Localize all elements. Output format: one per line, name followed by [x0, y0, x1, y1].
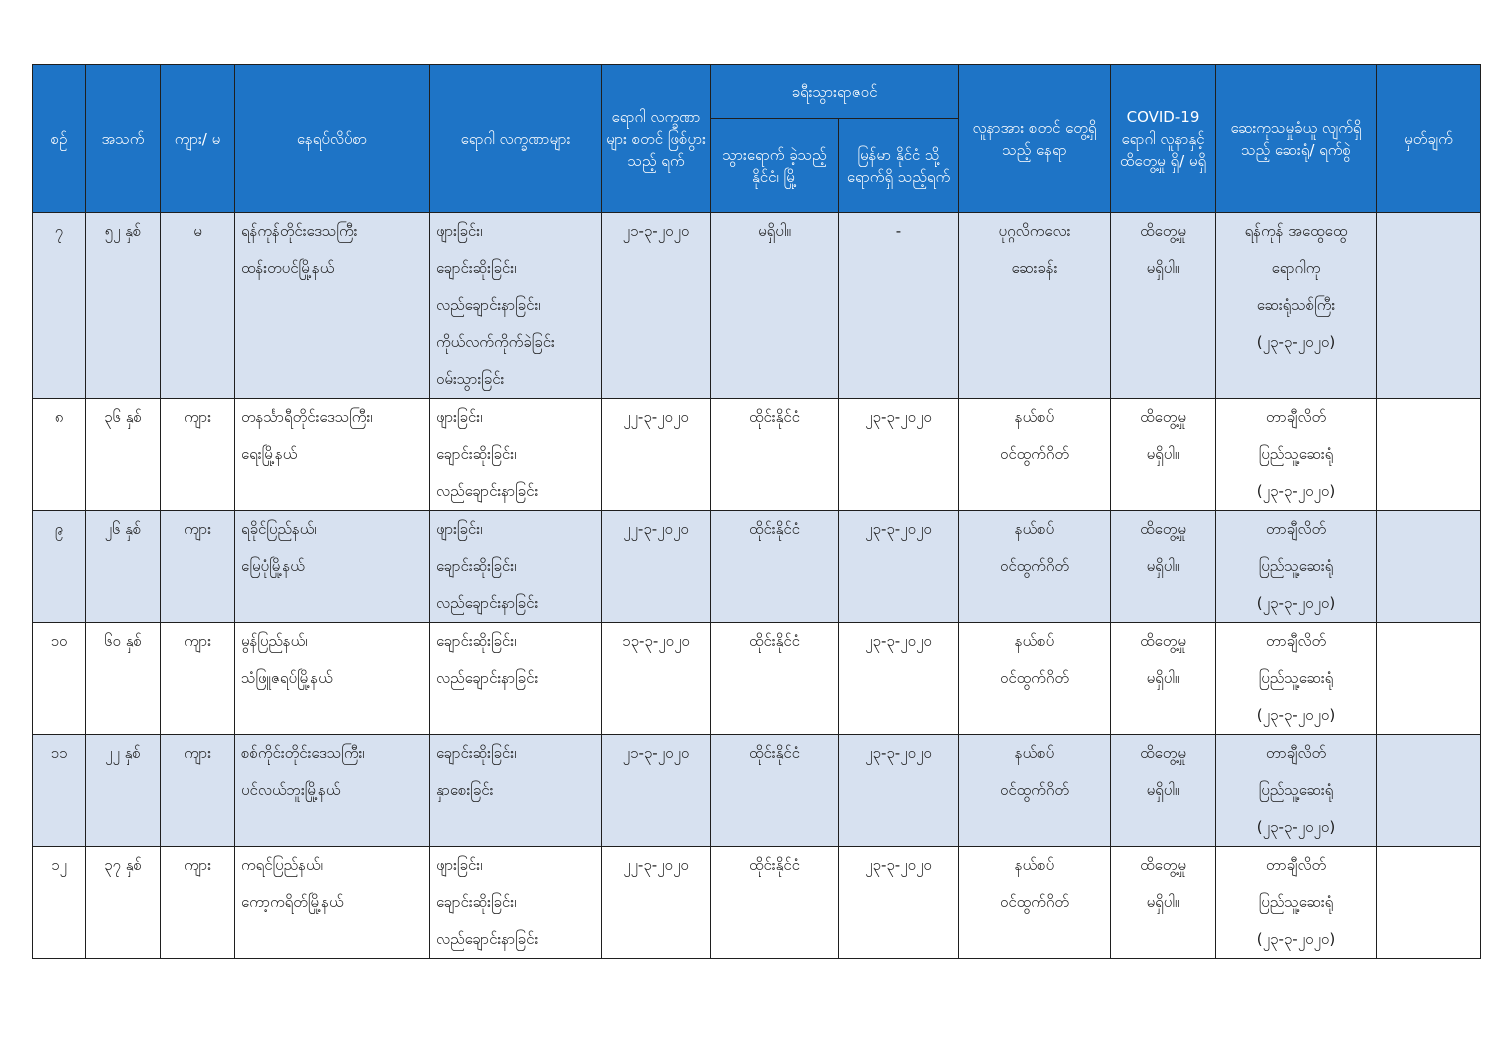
cell-return-date: ၂၃-၃-၂၀၂၀: [839, 623, 959, 735]
cell-remarks: [1377, 847, 1481, 959]
cell-travel-country: ထိုင်းနိုင်ငံ: [711, 623, 839, 735]
cell-hospital-line: တာချီလိတ်: [1265, 744, 1327, 762]
cell-travel-country: ထိုင်းနိုင်ငံ: [711, 735, 839, 847]
cell-hospital-line: ရန်ကုန် အထွေထွေ: [1244, 222, 1348, 240]
cell-first-found-place-line: ပုဂ္ဂလိကလေး: [998, 222, 1071, 240]
cell-sex: ကျား: [161, 847, 235, 959]
cell-first-found-place: [959, 847, 1111, 959]
cell-first-found-place: [959, 213, 1111, 399]
cell-address: [235, 735, 430, 847]
cell-no: ၁၂: [33, 847, 86, 959]
cell-first-found-place-line: နယ်စပ်: [1014, 744, 1055, 762]
cell-first-found-place-line: ဆေးခန်း: [1011, 259, 1058, 277]
cell-first-found-place: [959, 399, 1111, 511]
header-symptoms: ရောဂါ လက္ခဏာများ: [430, 65, 602, 213]
header-contact: COVID-19 ရောဂါ လူနာနှင့် ထိတွေ့မှု ရှိ/ မရှိ: [1111, 65, 1216, 213]
cell-age: ၂၆ နှစ်: [86, 511, 161, 623]
cell-first-found-place: [959, 511, 1111, 623]
cell-remarks: [1377, 399, 1481, 511]
cell-address: [235, 623, 430, 735]
cell-symptoms-line: လည်ချောင်းနာခြင်း: [436, 669, 539, 687]
cell-hospital: [1216, 399, 1377, 511]
cell-symptoms-line: ဝမ်းသွားခြင်း: [436, 370, 505, 388]
cell-contact-line: ထိတွေ့မှု: [1140, 408, 1186, 426]
cell-remarks: [1377, 213, 1481, 399]
cell-address: [235, 847, 430, 959]
cell-contact: [1111, 511, 1216, 623]
cell-address: [235, 213, 430, 399]
cell-contact-line: ထိတွေ့မှု: [1140, 632, 1186, 650]
cell-contact-line: မရှိပါ။: [1146, 781, 1180, 799]
cell-onset-date: ၂၁-၃-၂၀၂၀: [602, 735, 711, 847]
cell-contact: [1111, 623, 1216, 735]
cell-symptoms-line: လည်ချောင်းနာခြင်း၊: [436, 296, 541, 314]
cell-remarks: [1377, 623, 1481, 735]
cell-first-found-place-line: ဝင်ထွက်ဂိတ်: [999, 445, 1070, 463]
table-row: [33, 399, 1481, 511]
cell-contact-line: ထိတွေ့မှု: [1140, 856, 1186, 874]
cell-hospital-line: တာချီလိတ်: [1265, 520, 1327, 538]
table-row: [33, 213, 1481, 399]
cell-symptoms-line: ဖျားခြင်း၊: [436, 856, 483, 874]
table-row: [33, 847, 1481, 959]
cell-first-found-place-line: နယ်စပ်: [1014, 520, 1055, 538]
cell-hospital-line: ပြည်သူ့ဆေးရုံ: [1258, 893, 1334, 911]
cell-contact-line: ထိတွေ့မှု: [1140, 222, 1186, 240]
cell-sex: မ: [161, 213, 235, 399]
header-return-date: မြန်မာ နိုင်ငံ သို့ ရောက်ရှိ သည့်ရက်: [839, 119, 959, 213]
cell-symptoms-line: ဖျားခြင်း၊: [436, 222, 483, 240]
cell-onset-date: ၂၂-၃-၂၀၂၀: [602, 847, 711, 959]
cell-sex: ကျား: [161, 735, 235, 847]
cell-hospital: [1216, 735, 1377, 847]
cell-hospital-line: တာချီလိတ်: [1265, 856, 1327, 874]
header-address: နေရပ်လိပ်စာ: [235, 65, 430, 213]
cell-contact-line: ထိတွေ့မှု: [1140, 520, 1186, 538]
header-sex: ကျား/ မ: [161, 65, 235, 213]
cell-address-line: ရေးမြို့နယ်: [241, 445, 298, 463]
cell-address: [235, 511, 430, 623]
cell-age: ၂၂ နှစ်: [86, 735, 161, 847]
cell-hospital-line: (၂၃-၃-၂၀၂၀): [1256, 333, 1336, 351]
cell-onset-date: ၂၁-၃-၂၀၂၀: [602, 213, 711, 399]
cell-onset-date: ၁၃-၃-၂၀၂၀: [602, 623, 711, 735]
cell-first-found-place: [959, 623, 1111, 735]
cell-contact-line: ထိတွေ့မှု: [1140, 744, 1186, 762]
table-row: [33, 511, 1481, 623]
cell-sex: ကျား: [161, 399, 235, 511]
cell-contact: [1111, 213, 1216, 399]
header-first-found-place: လူနာအား စတင် တွေ့ရှိသည့် နေရာ: [959, 65, 1111, 213]
cell-hospital-line: ဆေးရုံသစ်ကြီး: [1256, 296, 1336, 314]
cell-symptoms-line: နှာစေးခြင်း: [436, 781, 494, 799]
cell-address-line: မြေပုံမြို့နယ်: [241, 557, 305, 575]
cell-address-line: မွန်ပြည်နယ်၊: [241, 632, 308, 650]
cases-table: [32, 64, 1481, 959]
cell-address-line: တနင်္သာရီတိုင်းဒေသကြီး၊: [241, 408, 373, 426]
cell-age: ၃၇ နှစ်: [86, 847, 161, 959]
cell-symptoms-line: လည်ချောင်းနာခြင်း: [436, 482, 539, 500]
cell-return-date: ၂၃-၃-၂၀၂၀: [839, 847, 959, 959]
cell-no: ၁၀: [33, 623, 86, 735]
header-travel-history: ခရီးသွားရာဇဝင်: [711, 65, 959, 119]
cell-hospital-line: တာချီလိတ်: [1265, 632, 1327, 650]
cell-contact: [1111, 735, 1216, 847]
cell-contact-line: မရှိပါ။: [1146, 893, 1180, 911]
cell-first-found-place-line: ဝင်ထွက်ဂိတ်: [999, 781, 1070, 799]
cell-symptoms-line: ချောင်းဆိုးခြင်း၊: [436, 557, 517, 575]
cell-first-found-place: [959, 735, 1111, 847]
cell-onset-date: ၂၂-၃-၂၀၂၀: [602, 399, 711, 511]
cell-symptoms-line: ချောင်းဆိုးခြင်း၊: [436, 259, 517, 277]
cell-address-line: ကော့ကရိတ်မြို့နယ်: [241, 893, 344, 911]
cell-return-date: ၂၃-၃-၂၀၂၀: [839, 735, 959, 847]
cell-hospital-line: (၂၃-၃-၂၀၂၀): [1256, 818, 1336, 836]
cell-symptoms: [430, 511, 602, 623]
cell-return-date: ၂၃-၃-၂၀၂၀: [839, 399, 959, 511]
cell-no: ၉: [33, 511, 86, 623]
cell-first-found-place-line: နယ်စပ်: [1014, 408, 1055, 426]
cell-first-found-place-line: နယ်စပ်: [1014, 632, 1055, 650]
cell-hospital-line: ပြည်သူ့ဆေးရုံ: [1258, 781, 1334, 799]
table-body: [33, 213, 1481, 959]
cell-contact-line: မရှိပါ။: [1146, 445, 1180, 463]
cell-first-found-place-line: ဝင်ထွက်ဂိတ်: [999, 669, 1070, 687]
cell-no: ၇: [33, 213, 86, 399]
cell-travel-country: ထိုင်းနိုင်ငံ: [711, 847, 839, 959]
cell-address-line: ရခိုင်ပြည်နယ်၊: [241, 520, 317, 538]
cell-hospital-line: ပြည်သူ့ဆေးရုံ: [1258, 445, 1334, 463]
table-row: [33, 623, 1481, 735]
cell-remarks: [1377, 511, 1481, 623]
cell-travel-country: မရှိပါ။: [711, 213, 839, 399]
cell-address-line: ထန်းတပင်မြို့နယ်: [241, 259, 335, 277]
cell-first-found-place-line: ဝင်ထွက်ဂိတ်: [999, 557, 1070, 575]
cell-hospital-line: ပြည်သူ့ဆေးရုံ: [1258, 669, 1334, 687]
cell-symptoms-line: ချောင်းဆိုးခြင်း၊: [436, 445, 517, 463]
cell-symptoms-line: လည်ချောင်းနာခြင်း: [436, 594, 539, 612]
header-no: စဉ်: [33, 65, 86, 213]
cell-contact-line: မရှိပါ။: [1146, 259, 1180, 277]
cell-no: ၈: [33, 399, 86, 511]
cell-sex: ကျား: [161, 511, 235, 623]
cell-address-line: စစ်ကိုင်းတိုင်းဒေသကြီး၊: [241, 744, 365, 762]
cell-symptoms-line: ကိုယ်လက်ကိုက်ခဲခြင်း: [436, 333, 555, 351]
cell-remarks: [1377, 735, 1481, 847]
cell-hospital-line: (၂၃-၃-၂၀၂၀): [1256, 706, 1336, 724]
cell-travel-country: ထိုင်းနိုင်ငံ: [711, 511, 839, 623]
cell-no: ၁၁: [33, 735, 86, 847]
header-age: အသက်: [86, 65, 161, 213]
header-onset-date: ရောဂါ လက္ခဏာများ စတင် ဖြစ်ပွားသည့် ရက်: [602, 65, 711, 213]
cell-symptoms: [430, 399, 602, 511]
cell-first-found-place-line: နယ်စပ်: [1014, 856, 1055, 874]
cell-hospital-line: ပြည်သူ့ဆေးရုံ: [1258, 557, 1334, 575]
cell-contact: [1111, 399, 1216, 511]
cell-hospital-line: (၂၃-၃-၂၀၂၀): [1256, 594, 1336, 612]
cell-symptoms: [430, 847, 602, 959]
cell-contact-line: မရှိပါ။: [1146, 669, 1180, 687]
cell-hospital: [1216, 623, 1377, 735]
header-remarks: မှတ်ချက်: [1377, 65, 1481, 213]
header-treating-hospital: ဆေးကုသမှုခံယူ လျက်ရှိသည့် ဆေးရုံ/ ရက်စွဲ: [1216, 65, 1377, 213]
header-travel-country: သွားရောက် ခဲ့သည့် နိုင်ငံ၊ မြို့: [711, 119, 839, 213]
cell-onset-date: ၂၂-၃-၂၀၂၀: [602, 511, 711, 623]
cell-symptoms-line: ချောင်းဆိုးခြင်း၊: [436, 893, 517, 911]
cell-hospital-line: ရောဂါကု: [1271, 259, 1321, 277]
cell-symptoms: [430, 735, 602, 847]
cell-address-line: ကရင်ပြည်နယ်၊: [241, 856, 323, 874]
cell-age: ၆၀ နှစ်: [86, 623, 161, 735]
cell-age: ၃၆ နှစ်: [86, 399, 161, 511]
cell-hospital: [1216, 847, 1377, 959]
cell-travel-country: ထိုင်းနိုင်ငံ: [711, 399, 839, 511]
cell-return-date: ၂၃-၃-၂၀၂၀: [839, 511, 959, 623]
cell-contact: [1111, 847, 1216, 959]
cell-address-line: သံဖြူဇရပ်မြို့နယ်: [241, 669, 333, 687]
cell-symptoms: [430, 213, 602, 399]
cell-hospital: [1216, 213, 1377, 399]
cell-address-line: ပင်လယ်ဘူးမြို့နယ်: [241, 781, 341, 799]
cell-age: ၅၂ နှစ်: [86, 213, 161, 399]
cell-sex: ကျား: [161, 623, 235, 735]
table-row: [33, 735, 1481, 847]
cell-symptoms-line: ဖျားခြင်း၊: [436, 520, 483, 538]
cell-return-date: -: [839, 213, 959, 399]
cell-first-found-place-line: ဝင်ထွက်ဂိတ်: [999, 893, 1070, 911]
cell-symptoms-line: ချောင်းဆိုးခြင်း၊: [436, 632, 517, 650]
cell-symptoms-line: ဖျားခြင်း၊: [436, 408, 483, 426]
cell-hospital-line: (၂၃-၃-၂၀၂၀): [1256, 482, 1336, 500]
cell-hospital-line: (၂၃-၃-၂၀၂၀): [1256, 930, 1336, 948]
cell-symptoms: [430, 623, 602, 735]
cell-symptoms-line: ချောင်းဆိုးခြင်း၊: [436, 744, 517, 762]
cell-address: [235, 399, 430, 511]
cell-hospital-line: တာချီလိတ်: [1265, 408, 1327, 426]
cell-contact-line: မရှိပါ။: [1146, 557, 1180, 575]
cell-address-line: ရန်ကုန်တိုင်းဒေသကြီး: [241, 222, 358, 240]
cell-hospital: [1216, 511, 1377, 623]
cell-symptoms-line: လည်ချောင်းနာခြင်း: [436, 930, 539, 948]
